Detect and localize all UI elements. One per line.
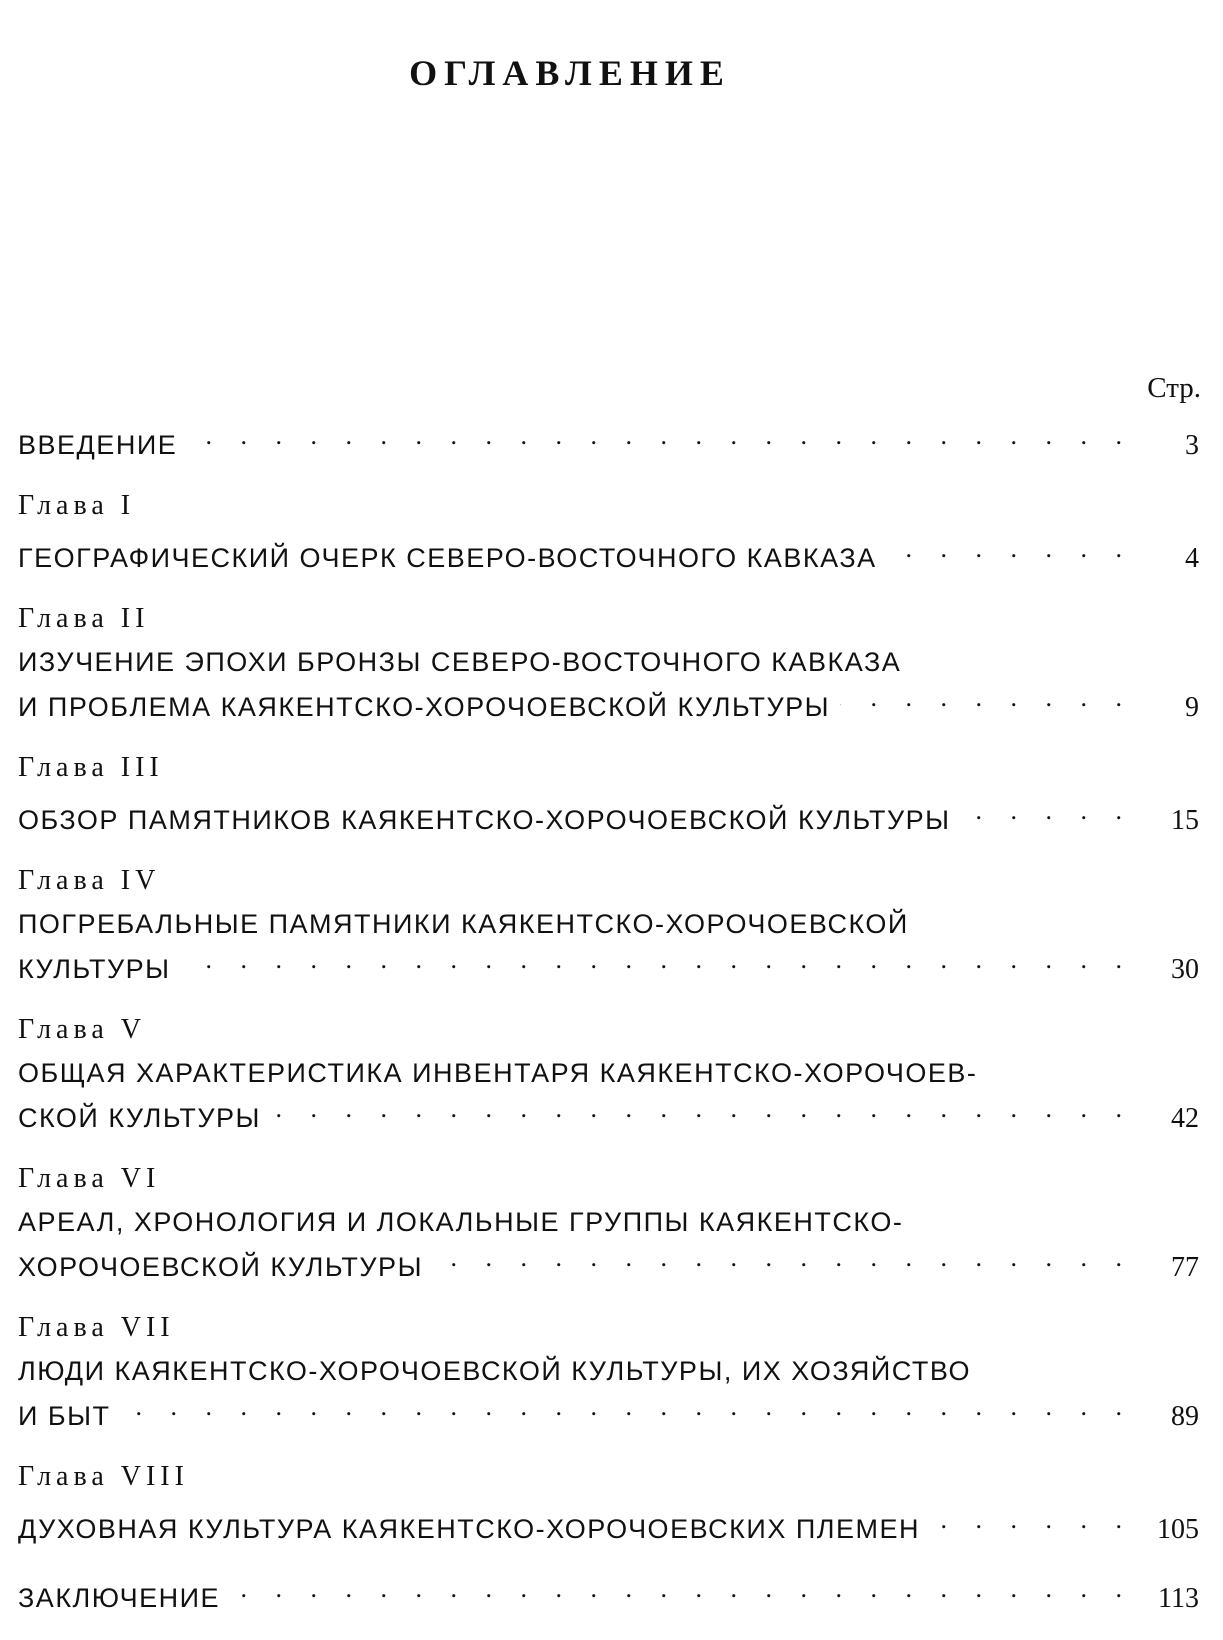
page-number: 3 [1185, 430, 1199, 461]
entry-title-row [18, 1389, 1203, 1434]
entry-title-line: ЛЮДИ КАЯКЕНТСКО-ХОРОЧОЕВСКОЙ КУЛЬТУРЫ, ИХ ХОЗЯЙСТВО [18, 1356, 971, 1386]
toc-entry [18, 487, 1203, 576]
page-title: ОГЛАВЛЕНИЕ [409, 53, 731, 93]
chapter-label: Глава VII [18, 1312, 175, 1343]
chapter-label: Глава I [18, 490, 136, 521]
toc-entries [18, 418, 1203, 1640]
page-column-header: Стр. [1147, 372, 1201, 404]
chapter-label: Глава IV [18, 865, 161, 896]
entry-title-row [18, 1240, 1203, 1285]
page-number: 113 [1158, 1583, 1199, 1614]
toc-entry [18, 862, 1203, 987]
entry-title-line: ПОГРЕБАЛЬНЫЕ ПАМЯТНИКИ КАЯКЕНТСКО-ХОРОЧОЕВСКОЙ [18, 909, 909, 939]
entry-title-row [18, 1091, 1203, 1136]
toc-entry [18, 1309, 1203, 1434]
chapter-label: Глава II [18, 603, 150, 634]
chapter-label: Глава VI [18, 1163, 161, 1194]
entry-title-line: ЗАКЛЮЧЕНИЕ [18, 1583, 221, 1613]
toc-entry [18, 1011, 1203, 1136]
dot-leader [181, 942, 1133, 978]
toc-entry [18, 1458, 1203, 1547]
entry-title-line: ИЗУЧЕНИЕ ЭПОХИ БРОНЗЫ СЕВЕРО-ВОСТОЧНОГО КАВКАЗА [18, 647, 902, 677]
chapter-label: Глава V [18, 1014, 146, 1045]
page-number: 42 [1171, 1103, 1199, 1134]
entry-title-row [18, 531, 1203, 576]
entry-title-row [18, 1502, 1203, 1547]
toc-entry [18, 600, 1203, 725]
dot-leader [121, 1389, 1133, 1425]
page-number: 30 [1171, 954, 1199, 985]
entry-title-row [18, 942, 1203, 987]
dot-leader [840, 680, 1133, 716]
page-number: 89 [1171, 1401, 1199, 1432]
page-number: 4 [1185, 543, 1199, 574]
toc-entry [18, 749, 1203, 838]
dot-leader [961, 793, 1133, 829]
entry-title-line: ХОРОЧОЕВСКОЙ КУЛЬТУРЫ [18, 1252, 423, 1282]
dot-leader [930, 1502, 1133, 1538]
page-number: 9 [1185, 692, 1199, 723]
dot-leader [433, 1240, 1133, 1276]
entry-title-line: И ПРОБЛЕМА КАЯКЕНТСКО-ХОРОЧОЕВСКОЙ КУЛЬТУРЫ [18, 692, 831, 722]
entry-title-line: ВВЕДЕНИЕ [18, 430, 178, 460]
dot-leader [271, 1091, 1133, 1127]
entry-title-line: ОБЩАЯ ХАРАКТЕРИСТИКА ИНВЕНТАРЯ КАЯКЕНТСКО-ХОРОЧОЕВ- [18, 1058, 978, 1088]
entry-title-line: КУЛЬТУРЫ [18, 954, 171, 984]
dot-leader [887, 531, 1133, 567]
dot-leader [230, 1571, 1133, 1607]
page-number: 15 [1171, 805, 1199, 836]
entry-title-line: ГЕОГРАФИЧЕСКИЙ ОЧЕРК СЕВЕРО-ВОСТОЧНОГО КАВКАЗА [18, 543, 877, 573]
page-number: 105 [1157, 1514, 1199, 1545]
toc-entry [18, 1571, 1203, 1616]
entry-title-line: АРЕАЛ, ХРОНОЛОГИЯ И ЛОКАЛЬНЫЕ ГРУППЫ КАЯКЕНТСКО- [18, 1207, 904, 1237]
dot-leader [187, 418, 1133, 454]
entry-title-line: ОБЗОР ПАМЯТНИКОВ КАЯКЕНТСКО-ХОРОЧОЕВСКОЙ КУЛЬТУРЫ [18, 805, 951, 835]
entry-title-row [18, 793, 1203, 838]
chapter-label: Глава III [18, 752, 164, 783]
toc-entry [18, 1160, 1203, 1285]
page-number: 77 [1171, 1252, 1199, 1283]
entry-title-line: СКОЙ КУЛЬТУРЫ [18, 1103, 261, 1133]
entry-title-line: ДУХОВНАЯ КУЛЬТУРА КАЯКЕНТСКО-ХОРОЧОЕВСКИХ ПЛЕМЕН [18, 1514, 920, 1544]
chapter-label: Глава VIII [18, 1461, 189, 1492]
entry-title-row [18, 418, 1203, 463]
entry-title-row [18, 680, 1203, 725]
entry-title-line: И БЫТ [18, 1401, 111, 1431]
entry-title-row [18, 1571, 1203, 1616]
toc-entry [18, 418, 1203, 463]
